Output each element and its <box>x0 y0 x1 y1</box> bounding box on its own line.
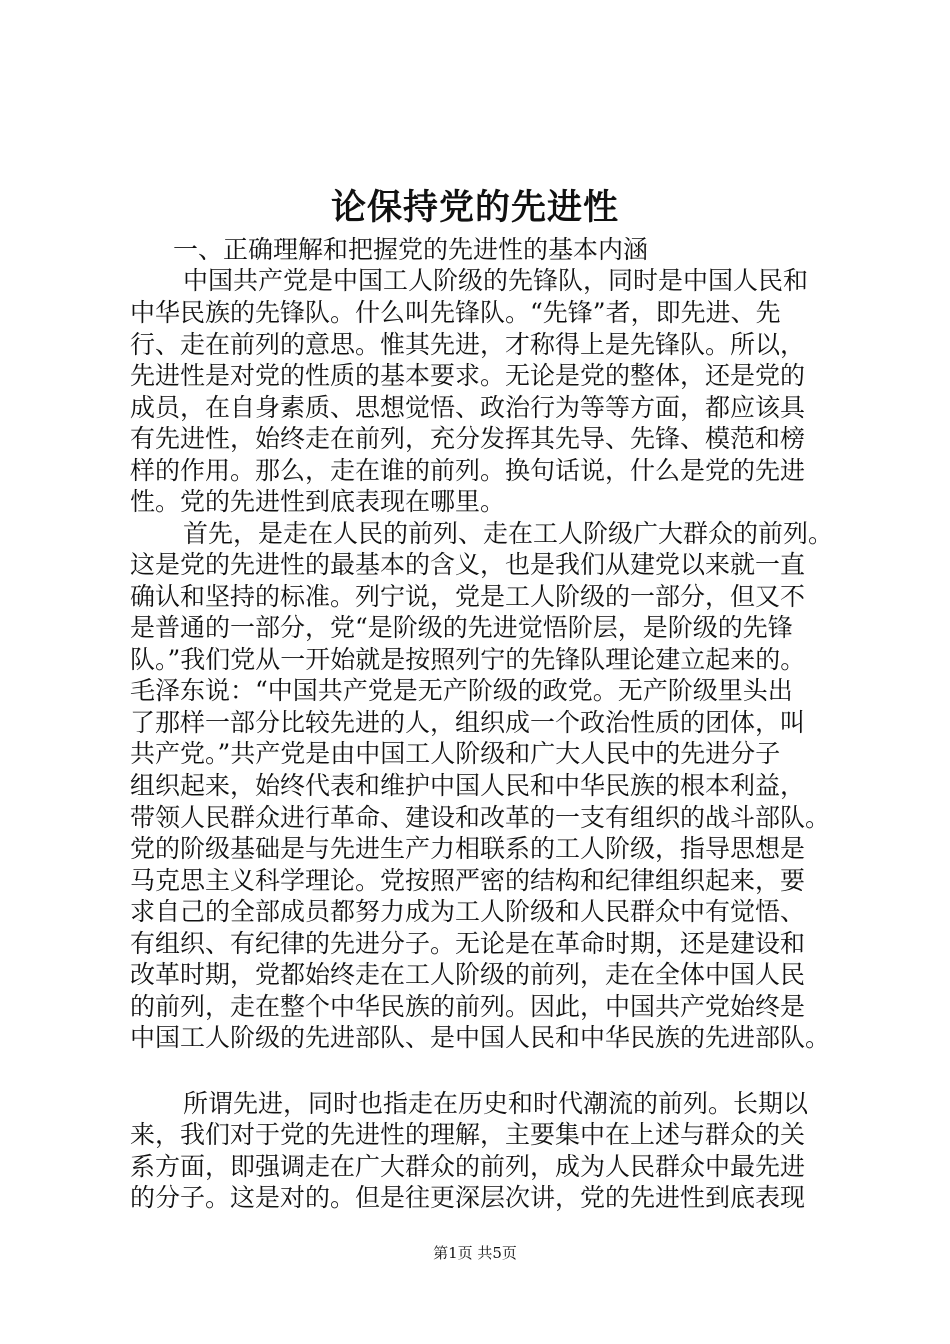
text-line: 一、正确理解和把握党的先进性的基本内涵 <box>173 235 649 264</box>
text-line: 行、走在前列的意思。惟其先进，才称得上是先锋队。所以， <box>130 330 806 359</box>
text-line: 是普通的一部分，党“是阶级的先进觉悟阶层，是阶级的先锋 <box>130 613 793 642</box>
text-line: 马克思主义科学理论。党按照严密的结构和纪律组织起来，要 <box>130 866 806 895</box>
text-line: 中华民族的先锋队。什么叫先锋队。“先锋”者，即先进、先 <box>130 298 781 327</box>
text-line: 首先，是走在人民的前列、走在工人阶级广大群众的前列。 <box>183 519 834 548</box>
text-line: 样的作用。那么，走在谁的前列。换句话说，什么是党的先进 <box>130 456 806 485</box>
text-line: 有组织、有纪律的先进分子。无论是在革命时期，还是建设和 <box>130 929 806 958</box>
page-number: 第1页 共5页 <box>433 1244 517 1262</box>
text-line: 改革时期，党都始终走在工人阶级的前列，走在全体中国人民 <box>130 960 806 989</box>
text-line: 组织起来，始终代表和维护中国人民和中华民族的根本利益， <box>130 771 806 800</box>
text-line: 来，我们对于党的先进性的理解，主要集中在上述与群众的关 <box>130 1120 806 1149</box>
text-line: 队。”我们党从一开始就是按照列宁的先锋队理论建立起来的。 <box>130 645 806 674</box>
document-title: 论保持党的先进性 <box>330 187 619 228</box>
text-line: 这是党的先进性的最基本的含义，也是我们从建党以来就一直 <box>130 550 806 579</box>
text-line: 成员，在自身素质、思想觉悟、政治行为等等方面，都应该具 <box>130 393 806 422</box>
text-line: 有先进性，始终走在前列，充分发挥其先导、先锋、模范和榜 <box>130 424 806 453</box>
text-line: 了那样一部分比较先进的人，组织成一个政治性质的团体，叫 <box>130 708 806 737</box>
text-line: 确认和坚持的标准。列宁说，党是工人阶级的一部分，但又不 <box>130 582 806 611</box>
text-line: 的前列，走在整个中华民族的前列。因此，中国共产党始终是 <box>130 992 806 1021</box>
text-line: 带领人民群众进行革命、建设和改革的一支有组织的战斗部队。 <box>130 803 831 832</box>
text-line: 求自己的全部成员都努力成为工人阶级和人民群众中有觉悟、 <box>130 897 806 926</box>
text-line: 先进性是对党的性质的基本要求。无论是党的整体，还是党的 <box>130 361 806 390</box>
text-line: 的分子。这是对的。但是往更深层次讲，党的先进性到底表现 <box>130 1183 806 1212</box>
text-line: 系方面，即强调走在广大群众的前列，成为人民群众中最先进 <box>130 1152 806 1181</box>
text-line: 性。党的先进性到底表现在哪里。 <box>130 487 506 516</box>
text-line: 毛泽东说：“中国共产党是无产阶级的政党。无产阶级里头出 <box>130 676 793 705</box>
text-line: 中国共产党是中国工人阶级的先锋队，同时是中国人民和 <box>183 266 809 295</box>
text-line: 党的阶级基础是与先进生产力相联系的工人阶级，指导思想是 <box>130 834 806 863</box>
text-line: 共产党。”共产党是由中国工人阶级和广大人民中的先进分子 <box>130 739 781 768</box>
text-line: 中国工人阶级的先进部队、是中国人民和中华民族的先进部队。 <box>130 1023 831 1052</box>
text-line: 所谓先进，同时也指走在历史和时代潮流的前列。长期以 <box>183 1089 809 1118</box>
